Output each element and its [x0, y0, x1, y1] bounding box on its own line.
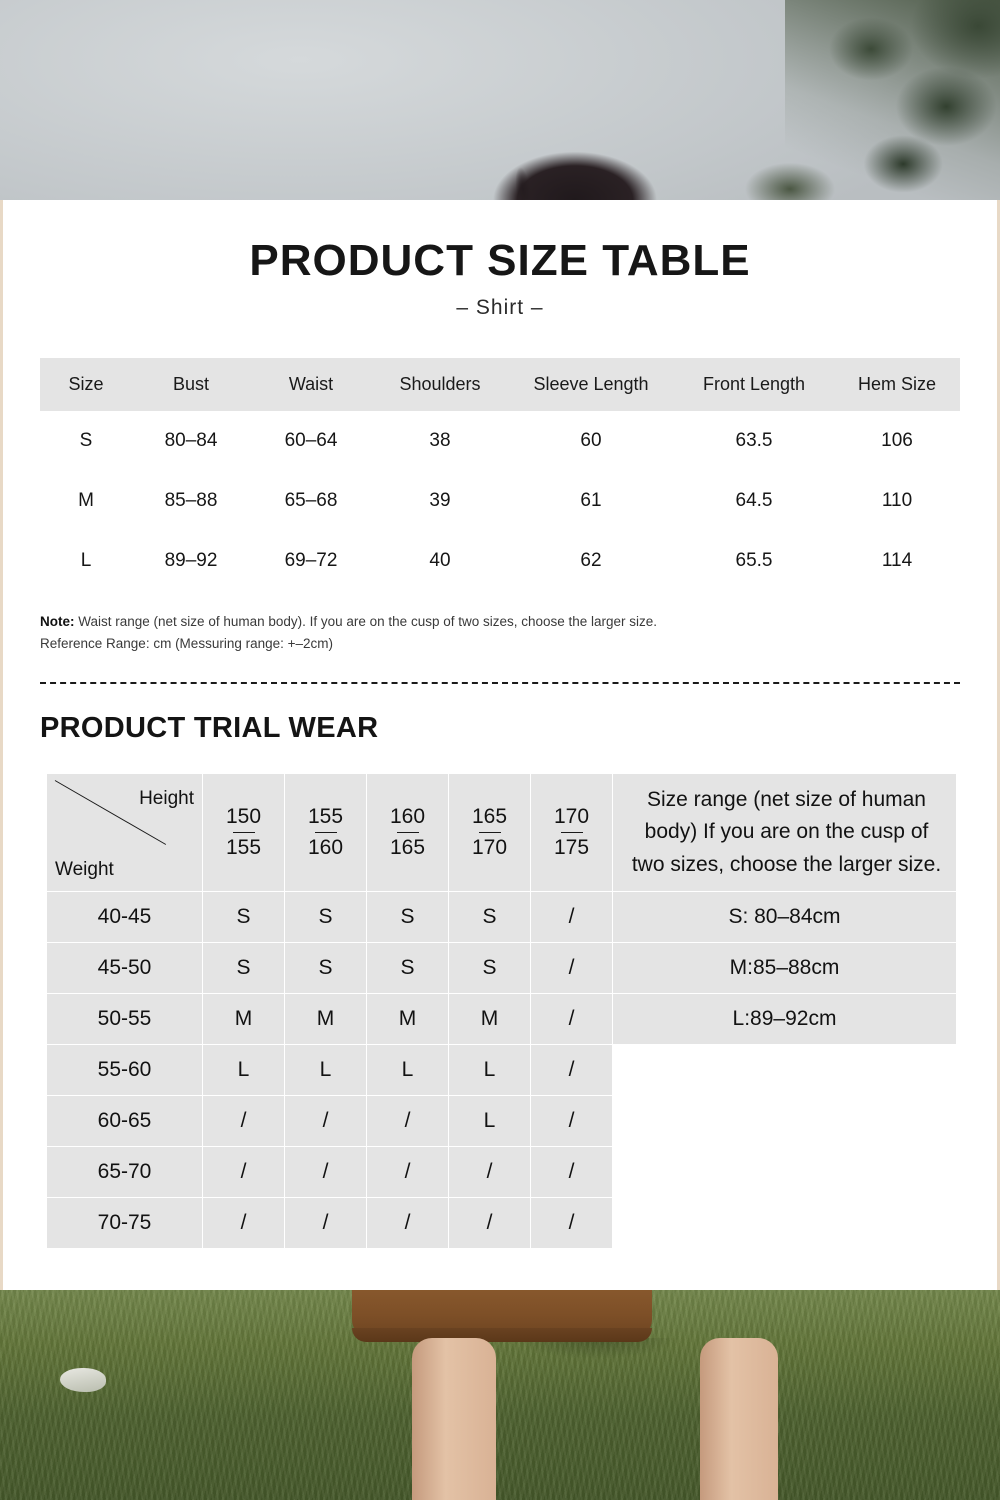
table-row: [47, 1147, 957, 1198]
size-cell: M: [285, 994, 367, 1045]
size-cell: /: [449, 1198, 531, 1249]
cell-hem-size: 114: [881, 550, 913, 571]
height-range-155-160: [285, 773, 367, 892]
height-range-160-165: [367, 773, 449, 892]
range-dash: [233, 832, 255, 833]
note-text-1: Waist range (net size of human body). If you are on the cusp of two sizes, choose the larger size.: [78, 614, 658, 629]
size-cell: S: [203, 943, 285, 994]
size-range-note-m: M:85–88cm: [613, 943, 957, 994]
range-dash: [561, 832, 583, 833]
weight-label: 55-60: [47, 1045, 203, 1096]
weight-label: 40-45: [47, 892, 203, 943]
left-edge-rule: [0, 200, 3, 1290]
col-header-size: Size: [40, 358, 132, 411]
trial-wear-section: [46, 773, 956, 1250]
trial-wear-title: PRODUCT TRIAL WEAR: [40, 711, 379, 744]
size-cell: L: [449, 1045, 531, 1096]
model-skirt-hem: [352, 1328, 652, 1342]
size-cell: /: [367, 1198, 449, 1249]
height-to: 165: [389, 835, 426, 859]
cell-waist: 65–68: [284, 490, 338, 511]
height-to: 170: [471, 835, 508, 859]
table-row: [47, 1045, 957, 1096]
size-cell: S: [367, 943, 449, 994]
size-cell: L: [285, 1045, 367, 1096]
table-row: [40, 471, 960, 531]
col-header-hem-size: Hem Size: [834, 358, 960, 411]
size-cell: /: [531, 892, 613, 943]
cell-hem-size: 106: [881, 430, 913, 451]
size-cell: S: [285, 892, 367, 943]
content-card: [0, 200, 1000, 1290]
ground-shadow: [496, 1338, 696, 1378]
size-cell: S: [449, 892, 531, 943]
col-header-shoulders: Shoulders: [372, 358, 508, 411]
weight-label: 45-50: [47, 943, 203, 994]
range-dash: [479, 832, 501, 833]
cell-shoulders: 39: [429, 490, 451, 511]
table-row: [47, 892, 957, 943]
height-from: 165: [471, 805, 508, 829]
table-row: [40, 531, 960, 591]
range-dash: [315, 832, 337, 833]
size-cell: /: [203, 1096, 285, 1147]
rock: [60, 1368, 106, 1392]
cell-waist: 60–64: [284, 430, 338, 451]
table-row: [47, 994, 957, 1045]
height-range-170-175: [531, 773, 613, 892]
size-cell: S: [285, 943, 367, 994]
size-cell: L: [203, 1045, 285, 1096]
size-cell: L: [449, 1096, 531, 1147]
weight-label: 70-75: [47, 1198, 203, 1249]
size-cell: /: [531, 943, 613, 994]
height-range-165-170: [449, 773, 531, 892]
size-cell: /: [449, 1147, 531, 1198]
page-subtitle: – Shirt –: [456, 296, 544, 319]
shrub-foliage: [730, 140, 850, 200]
note-label: Note:: [40, 614, 75, 629]
model-head: [470, 130, 680, 200]
table-row: [47, 1198, 957, 1249]
cell-size: L: [80, 550, 92, 571]
cell-size: S: [79, 430, 93, 451]
bottom-photo-band: [0, 1290, 1000, 1500]
col-header-bust: Bust: [132, 358, 250, 411]
height-to: 160: [307, 835, 344, 859]
cell-shoulders: 40: [429, 550, 451, 571]
cell-front-length: 64.5: [735, 490, 773, 511]
model-leg-right: [700, 1338, 778, 1500]
cell-bust: 80–84: [164, 430, 218, 451]
height-from: 160: [389, 805, 426, 829]
weight-label: 60-65: [47, 1096, 203, 1147]
cell-sleeve-length: 62: [580, 550, 602, 571]
size-range-note-l: L:89–92cm: [613, 994, 957, 1045]
size-note-line-1: [40, 611, 960, 633]
col-header-front-length: Front Length: [674, 358, 834, 411]
size-cell: L: [367, 1045, 449, 1096]
spacer-cell: [613, 1147, 957, 1198]
spacer-cell: [613, 1198, 957, 1249]
size-table-header-row: [40, 358, 960, 411]
page-title: PRODUCT SIZE TABLE: [249, 236, 751, 285]
top-photo-band: [0, 0, 1000, 200]
trial-wear-table: [46, 773, 957, 1250]
size-cell: /: [285, 1198, 367, 1249]
height-to: 155: [225, 835, 262, 859]
model-leg-left: [412, 1338, 496, 1500]
size-cell: /: [531, 1045, 613, 1096]
cell-size: M: [78, 490, 94, 511]
size-cell: /: [531, 1147, 613, 1198]
table-row: [47, 943, 957, 994]
section-divider: [40, 682, 960, 684]
size-cell: /: [285, 1147, 367, 1198]
size-cell: /: [367, 1096, 449, 1147]
trial-side-note: Size range (net size of human body) If you are on the cusp of two sizes, choose the larger size.: [613, 773, 957, 892]
size-cell: M: [449, 994, 531, 1045]
size-cell: /: [203, 1147, 285, 1198]
cell-hem-size: 110: [881, 490, 913, 511]
size-cell: M: [203, 994, 285, 1045]
cell-front-length: 63.5: [735, 430, 773, 451]
height-range-150-155: [203, 773, 285, 892]
weight-axis-label: Weight: [55, 859, 114, 881]
range-dash: [397, 832, 419, 833]
table-row: [47, 1096, 957, 1147]
cell-waist: 69–72: [284, 550, 338, 571]
cell-shoulders: 38: [429, 430, 451, 451]
size-table: [40, 358, 960, 591]
size-cell: S: [367, 892, 449, 943]
size-cell: S: [449, 943, 531, 994]
size-cell: S: [203, 892, 285, 943]
cell-front-length: 65.5: [735, 550, 773, 571]
weight-label: 65-70: [47, 1147, 203, 1198]
size-cell: M: [367, 994, 449, 1045]
cell-sleeve-length: 60: [580, 430, 602, 451]
cell-sleeve-length: 61: [580, 490, 602, 511]
size-table-section: [40, 358, 960, 591]
col-header-sleeve-length: Sleeve Length: [508, 358, 674, 411]
size-cell: /: [531, 994, 613, 1045]
spacer-cell: [613, 1045, 957, 1096]
size-note-line-2: Reference Range: cm (Messuring range: +–2cm): [40, 636, 334, 652]
axis-corner-cell: [47, 773, 203, 892]
height-to: 175: [553, 835, 590, 859]
height-from: 150: [225, 805, 262, 829]
table-row: [40, 411, 960, 471]
cell-bust: 89–92: [164, 550, 218, 571]
height-from: 155: [307, 805, 344, 829]
size-cell: /: [203, 1198, 285, 1249]
spacer-cell: [613, 1096, 957, 1147]
size-note: [40, 611, 960, 656]
height-axis-label: Height: [139, 787, 194, 809]
size-cell: /: [531, 1096, 613, 1147]
weight-label: 50-55: [47, 994, 203, 1045]
size-range-note-s: S: 80–84cm: [613, 892, 957, 943]
height-from: 170: [553, 805, 590, 829]
size-cell: /: [367, 1147, 449, 1198]
col-header-waist: Waist: [250, 358, 372, 411]
trial-header-row: [47, 773, 957, 892]
size-cell: /: [531, 1198, 613, 1249]
cell-bust: 85–88: [164, 490, 218, 511]
size-cell: /: [285, 1096, 367, 1147]
